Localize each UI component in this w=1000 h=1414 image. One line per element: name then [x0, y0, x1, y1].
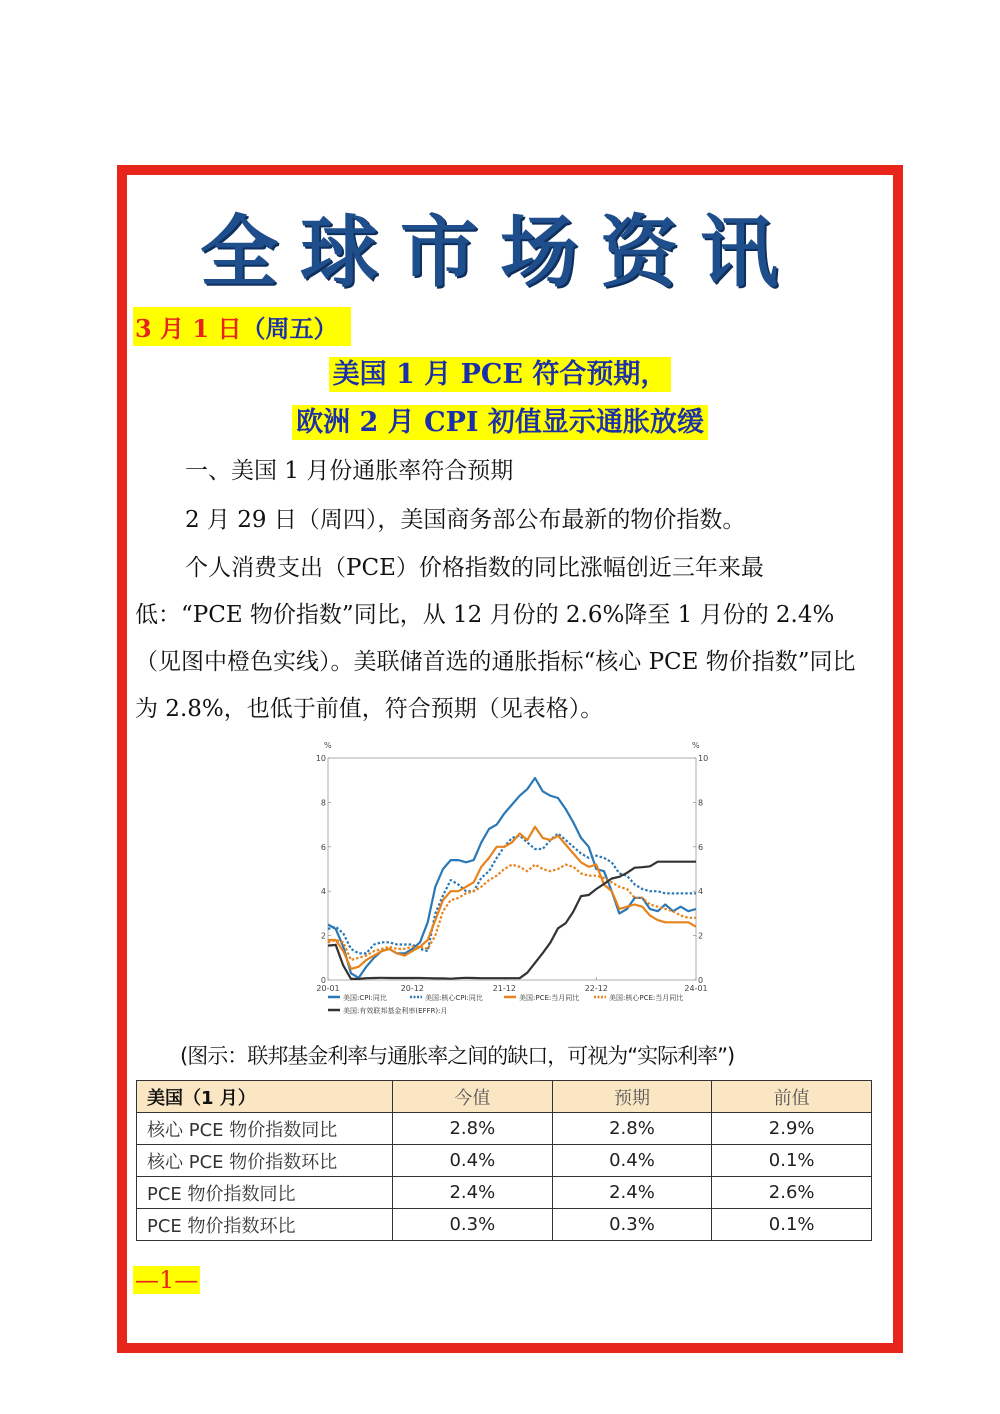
x-tick-label: 20-12	[400, 984, 424, 993]
table-cell: PCE 物价指数同比	[137, 1177, 393, 1209]
y-tick-label-left: 0	[320, 976, 326, 985]
pce-data-table	[136, 1080, 872, 1241]
date-label	[133, 307, 351, 346]
y-tick-label-left: 4	[320, 887, 326, 897]
masthead-title: 全球市场资讯	[199, 207, 800, 298]
inflation-rate-chart	[312, 738, 722, 1023]
legend-label: 美国:核心CPI:同比	[425, 994, 483, 1002]
table-cell: 0.4%	[552, 1145, 712, 1177]
y-tick-label-left: 6	[320, 842, 326, 852]
date-day: 3 月 1 日	[135, 314, 242, 343]
date-weekday: （周五）	[241, 314, 338, 343]
table-header: 前值	[712, 1081, 872, 1113]
table-header-row	[137, 1081, 872, 1113]
table-cell: 核心 PCE 物价指数环比	[137, 1145, 393, 1177]
y-tick-label-right: 4	[698, 887, 704, 897]
plot-area	[328, 758, 696, 980]
x-tick-label: 21-12	[492, 984, 516, 993]
chart-caption: (图示：联邦基金利率与通胀率之间的缺口，可视为“实际利率”)	[180, 1044, 735, 1068]
table-cell: 0.1%	[712, 1145, 872, 1177]
series-line-4	[328, 862, 696, 979]
table-cell: 0.4%	[393, 1145, 553, 1177]
y-tick-label-right: 8	[698, 798, 704, 808]
table-cell: 2.4%	[552, 1177, 712, 1209]
series-line-3	[328, 865, 696, 960]
table-row	[137, 1177, 872, 1209]
table-row	[137, 1145, 872, 1177]
x-tick-label: 24-01	[684, 984, 708, 993]
headline-line-2-text: 欧洲 2 月 CPI 初值显示通胀放缓	[292, 405, 708, 440]
x-tick-label: 22-12	[584, 984, 608, 993]
table-cell: 2.6%	[712, 1177, 872, 1209]
legend-label: 美国:有效联邦基金利率(EFFR):月	[343, 1007, 448, 1015]
x-tick-label: 20-01	[316, 984, 340, 993]
table-cell: 0.3%	[552, 1209, 712, 1241]
table-header: 美国（1 月）	[137, 1081, 393, 1113]
y-tick-label-right: 2	[698, 931, 704, 941]
y-tick-label-left: 2	[320, 931, 326, 941]
table-cell: 2.8%	[552, 1113, 712, 1145]
legend-label: 美国:CPI:同比	[343, 994, 387, 1002]
series-line-1	[328, 834, 696, 954]
paragraph-1: 2 月 29 日（周四），美国商务部公布最新的物价指数。	[185, 507, 746, 533]
y-tick-label-right: 6	[698, 842, 704, 852]
table-cell: 核心 PCE 物价指数同比	[137, 1113, 393, 1145]
y-axis-unit-right: %	[692, 741, 700, 750]
table-cell: 0.1%	[712, 1209, 872, 1241]
table-header: 今值	[393, 1081, 553, 1113]
y-tick-label-left: 10	[315, 754, 326, 763]
y-tick-label-left: 8	[320, 798, 326, 808]
section-title: 一、美国 1 月份通胀率符合预期	[185, 458, 514, 484]
y-axis-unit-left: %	[324, 741, 332, 750]
table-header: 预期	[552, 1081, 712, 1113]
table-cell: 0.3%	[393, 1209, 553, 1241]
table-cell: PCE 物价指数环比	[137, 1209, 393, 1241]
table-cell: 2.4%	[393, 1177, 553, 1209]
legend-label: 美国:PCE:当月同比	[519, 994, 580, 1002]
y-tick-label-right: 0	[698, 976, 704, 985]
table-row	[137, 1113, 872, 1145]
headline-line-1	[0, 352, 1000, 391]
table-cell: 2.9%	[712, 1113, 872, 1145]
legend-label: 美国:核心PCE:当月同比	[609, 994, 684, 1002]
y-tick-label-right: 10	[698, 754, 709, 763]
paragraph-2: 个人消费支出（PCE）价格指数的同比涨幅创近三年来最低：“PCE 物价指数”同比，从 12 月份的 2.6%降至 1 月份的 2.4%（见图中橙色实线）。美联储首选的通胀指标“核心 PCE 物价指数”同比为 2.8%，也低于前值，符合预期（见表格）。	[135, 555, 856, 722]
table-row	[137, 1209, 872, 1241]
headline-line-1-text: 美国 1 月 PCE 符合预期，	[329, 357, 672, 392]
headline-line-2	[0, 400, 1000, 439]
table-cell: 2.8%	[393, 1113, 553, 1145]
page-number: —1—	[135, 1266, 199, 1294]
